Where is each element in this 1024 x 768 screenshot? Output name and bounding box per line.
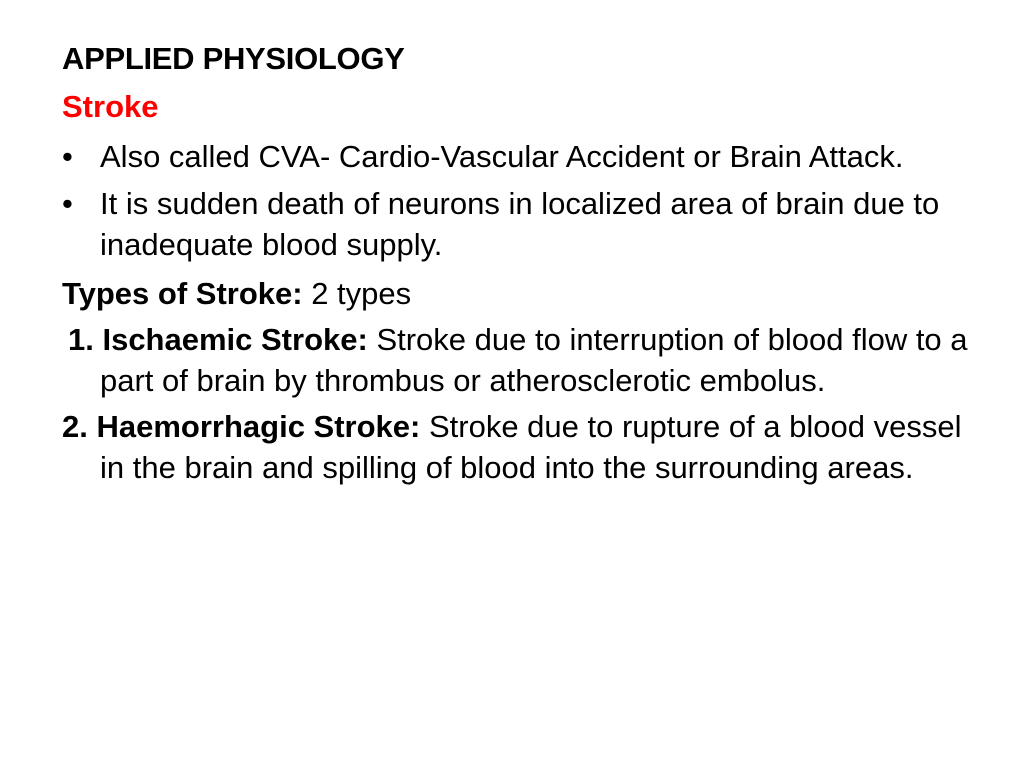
types-line [62,273,982,314]
bullet-icon: • [62,186,73,221]
stroke-type-text: Stroke due to rupture of a blood vessel in the brain and spilling of blood into the surrounding areas. [100,409,962,485]
stroke-type-label: 2. Haemorrhagic Stroke: [62,409,421,444]
bullet-icon: • [62,139,73,174]
bullet-item [62,183,982,265]
slide-content [62,34,982,488]
bullet-text: It is sudden death of neurons in localized area of brain due to inadequate blood supply. [100,186,940,262]
stroke-type-item [62,319,982,401]
types-value: 2 types [302,276,412,311]
slide-subtitle: Stroke [62,89,159,124]
slide-heading: APPLIED PHYSIOLOGY [62,41,405,76]
bullet-item [62,136,982,177]
stroke-type-label: 1. Ischaemic Stroke: [68,322,368,357]
stroke-type-text: Stroke due to interruption of blood flow to a part of brain by thrombus or atherosclerotic embolus. [100,322,968,398]
bullet-text: Also called CVA- Cardio-Vascular Accident or Brain Attack. [100,139,904,174]
stroke-type-item [62,406,982,488]
types-label: Types of Stroke: [62,276,303,311]
